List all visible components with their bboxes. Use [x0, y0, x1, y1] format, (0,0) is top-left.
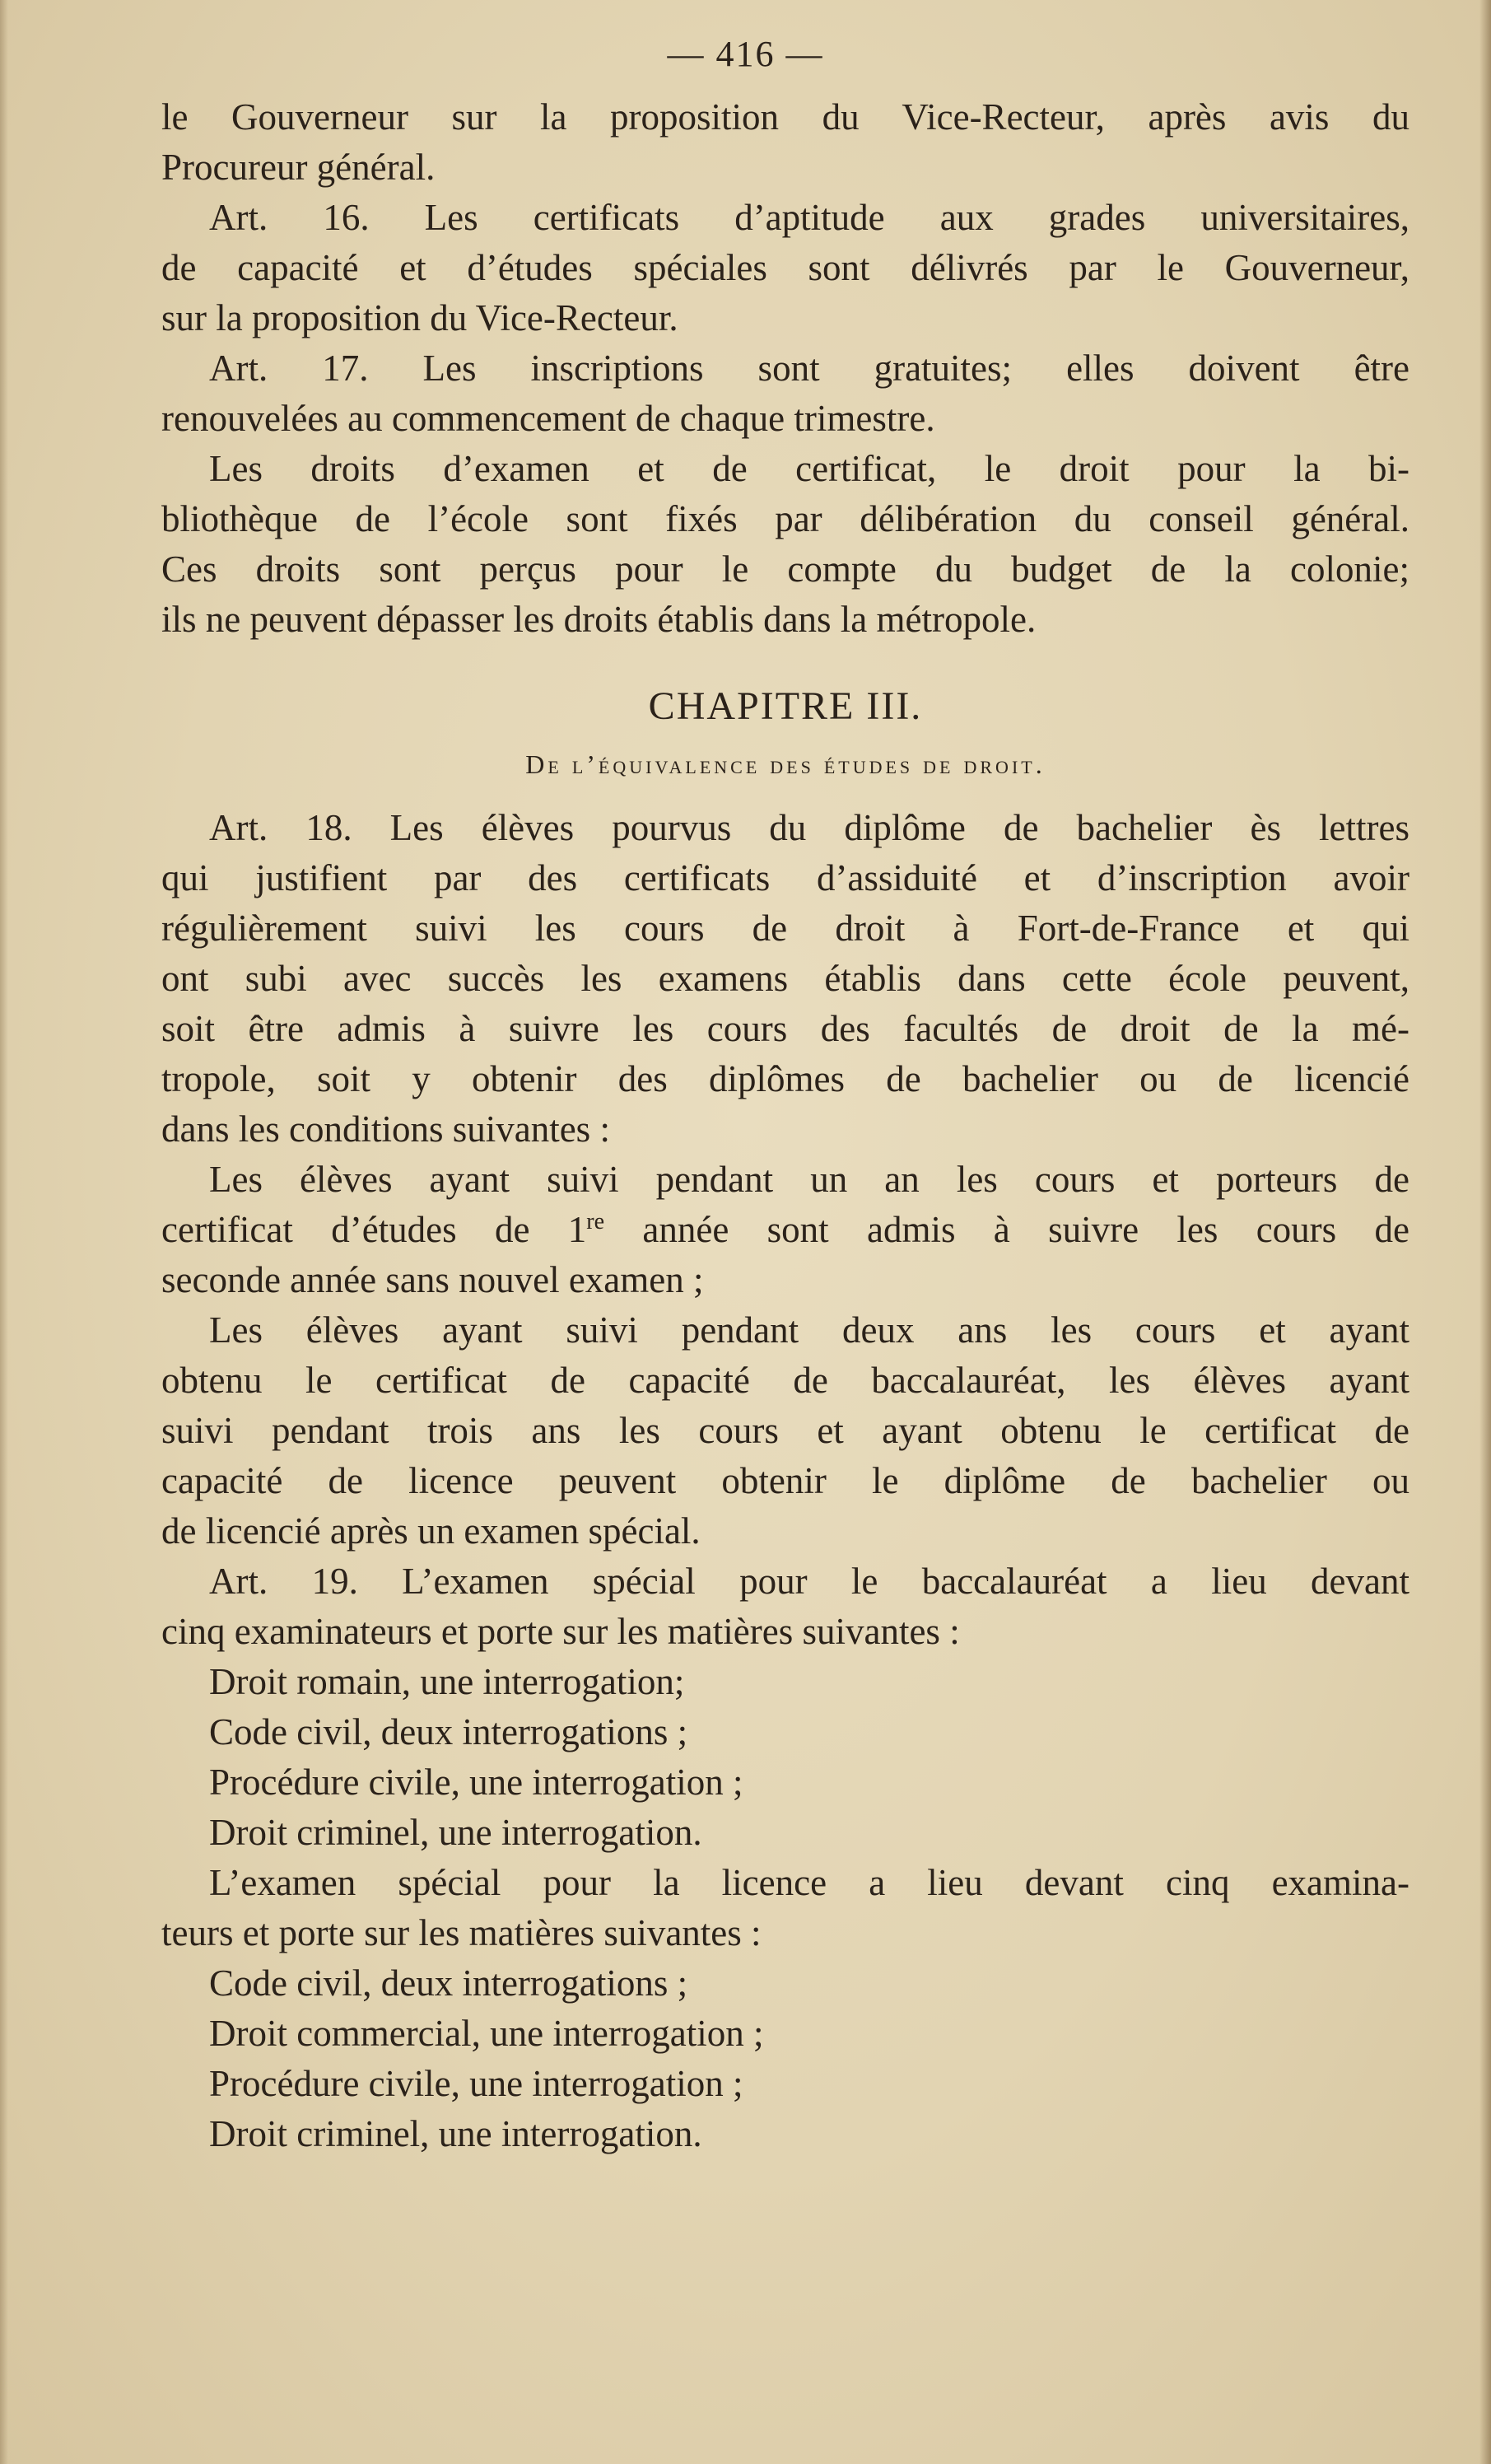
text-line: tropole, soit y obtenir des diplômes de bachelier ou de licencié	[161, 1058, 1409, 1099]
text-line: régulièrement suivi les cours de droit à Fort-de-France et qui	[161, 908, 1409, 949]
text-line: renouvelées au commencement de chaque trimestre.	[161, 398, 935, 439]
list-item: Procédure civile, une interrogation ;	[209, 1762, 743, 1803]
chapter-title: CHAPITRE III.	[648, 684, 923, 728]
text-line: Art. 16. Les certificats d’aptitude aux grades universitaires,	[209, 197, 1409, 238]
text-line: cinq examinateurs et porte sur les matières suivantes :	[161, 1611, 960, 1652]
page-body	[161, 92, 1409, 2159]
text-line: Ces droits sont perçus pour le compte du budget de la colonie;	[161, 548, 1409, 590]
text-line: ils ne peuvent dépasser les droits établis dans la métropole.	[161, 599, 1037, 640]
text-line: Art. 18. Les élèves pourvus du diplôme de bachelier ès lettres	[209, 807, 1409, 848]
text-block-before-chapter	[161, 92, 1409, 645]
page-number: — 416 —	[667, 34, 824, 74]
text-line: Les élèves ayant suivi pendant un an les cours et porteurs de	[209, 1159, 1409, 1200]
text-line: qui justifient par des certificats d’assiduité et d’inscription avoir	[161, 857, 1409, 898]
text-line: bliothèque de l’école sont fixés par délibération du conseil général.	[161, 498, 1409, 539]
text-line: sur la proposition du Vice-Recteur.	[161, 297, 678, 338]
text-line: de licencié après un examen spécial.	[161, 1510, 701, 1552]
list-item: Code civil, deux interrogations ;	[209, 1711, 688, 1752]
text-line: suivi pendant trois ans les cours et ayant obtenu le certificat de	[161, 1410, 1409, 1451]
text-line: Les élèves ayant suivi pendant deux ans les cours et ayant	[209, 1309, 1409, 1351]
list-item: Code civil, deux interrogations ;	[209, 1962, 688, 2004]
page-edge-shadow-right	[1479, 0, 1491, 2464]
text-line: soit être admis à suivre les cours des facultés de droit de la mé-	[161, 1008, 1409, 1049]
text-line: Procureur général.	[161, 147, 436, 188]
text-line: le Gouverneur sur la proposition du Vice-Recteur, après avis du	[161, 96, 1409, 138]
text-line: obtenu le certificat de capacité de baccalauréat, les élèves ayant	[161, 1360, 1409, 1401]
list-item: Droit criminel, une interrogation.	[209, 2113, 702, 2154]
list-item: Droit romain, une interrogation;	[209, 1661, 685, 1702]
text-line: dans les conditions suivantes :	[161, 1108, 610, 1150]
text-line: teurs et porte sur les matières suivantes :	[161, 1912, 762, 1953]
list-item: Droit criminel, une interrogation.	[209, 1812, 702, 1853]
list-item: Procédure civile, une interrogation ;	[209, 2063, 743, 2104]
page-edge-shadow-left	[0, 0, 8, 2464]
text-block-after-chapter	[161, 803, 1409, 2159]
chapter-subtitle: De l’équivalence des études de droit.	[525, 749, 1046, 779]
text-line: seconde année sans nouvel examen ;	[161, 1259, 704, 1300]
text-line: Art. 17. Les inscriptions sont gratuites; elles doivent être	[209, 348, 1409, 389]
text-line: ont subi avec succès les examens établis dans cette école peuvent,	[161, 958, 1409, 999]
text-line: Les droits d’examen et de certificat, le droit pour la bi-	[209, 448, 1409, 489]
text-line: certificat d’études de 1re année sont admis à suivre les cours de	[161, 1209, 1409, 1250]
list-item: Droit commercial, une interrogation ;	[209, 2013, 764, 2054]
text-line: capacité de licence peuvent obtenir le diplôme de bachelier ou	[161, 1460, 1409, 1501]
text-line: L’examen spécial pour la licence a lieu devant cinq examina-	[209, 1862, 1409, 1903]
text-line: Art. 19. L’examen spécial pour le baccalauréat a lieu devant	[209, 1561, 1409, 1602]
text-line: de capacité et d’études spéciales sont délivrés par le Gouverneur,	[161, 247, 1409, 288]
